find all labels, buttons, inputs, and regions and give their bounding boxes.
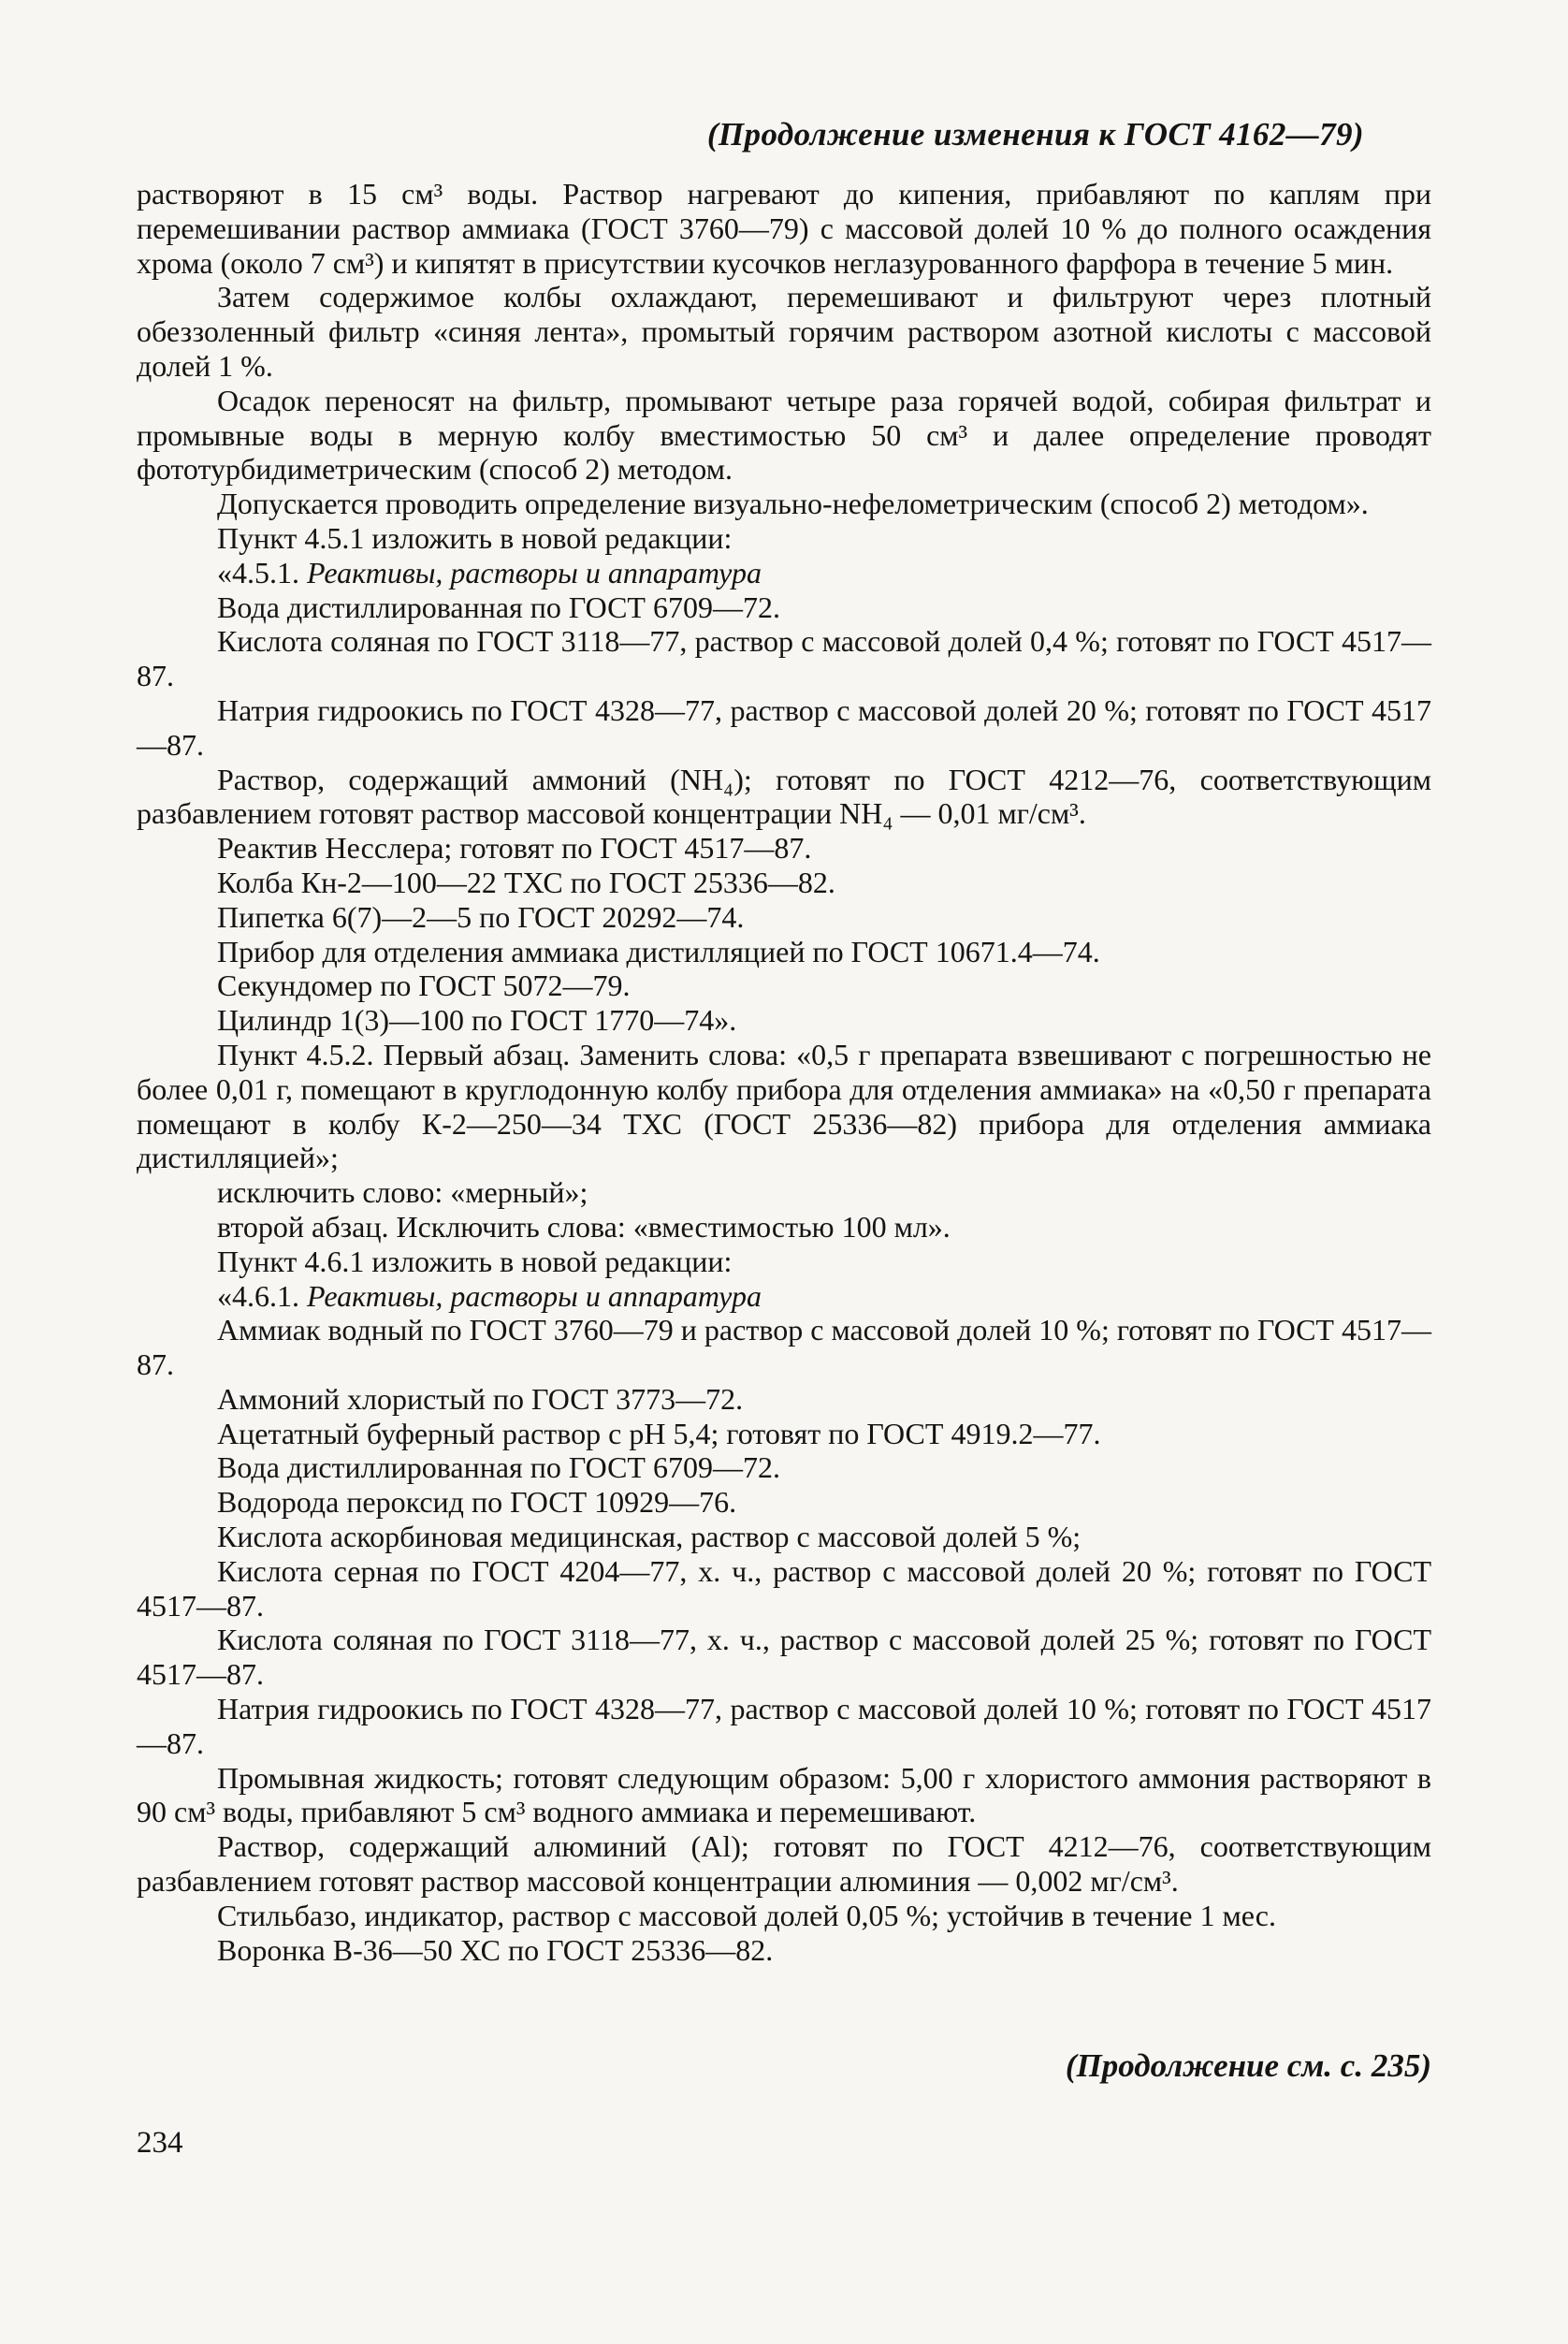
list-item: Цилиндр 1(3)—100 по ГОСТ 1770—74». xyxy=(217,1003,737,1038)
list-item: Аммоний хлористый по ГОСТ 3773—72. xyxy=(217,1381,744,1416)
section-number: «4.6.1. xyxy=(217,1278,307,1313)
section-title: Реактивы, растворы и аппаратура xyxy=(307,1278,762,1313)
paragraph: исключить слово: «мерный»; xyxy=(217,1175,588,1210)
paragraph: Пункт 4.5.1 изложить в новой редакции: xyxy=(217,520,733,555)
list-item: Пипетка 6(7)—2—5 по ГОСТ 20292—74. xyxy=(217,899,745,934)
document-body xyxy=(137,177,1431,1967)
list-item: Вода дистиллированная по ГОСТ 6709—72. xyxy=(217,1450,780,1485)
section-heading xyxy=(137,556,1431,590)
list-item: Стильбазо, индикатор, раствор с массовой долей 0,05 %; устойчив в течение 1 мес. xyxy=(217,1898,1276,1932)
list-item: Натрия гидроокись по ГОСТ 4328—77, раствор с массовой долей 10 %; готовят по ГОСТ 4517—87. xyxy=(137,1692,1431,1760)
paragraph: Осадок переносят на фильтр, промывают четыре раза горячей водой, собирая фильтрат и промывные воды в мерную колбу вместимостью 50 см³ и далее определение проводят фототурбидиметрическим (способ 2) методом. xyxy=(137,383,1431,487)
running-header: (Продолжение изменения к ГОСТ 4162—79) xyxy=(706,116,1364,153)
section-heading xyxy=(137,1279,1431,1314)
list-item: Кислота соляная по ГОСТ 3118—77, х. ч., раствор с массовой долей 25 %; готовят по ГОСТ 4517—87. xyxy=(137,1623,1431,1692)
list-item: Реактив Несслера; готовят по ГОСТ 4517—87. xyxy=(217,831,812,866)
continuation-note: (Продолжение см. с. 235) xyxy=(1065,2047,1431,2084)
list-item: Колба Кн-2—100—22 ТХС по ГОСТ 25336—82. xyxy=(217,865,835,899)
paragraph: Допускается проводить определение визуально-нефелометрическим (способ 2) методом». xyxy=(217,487,1369,521)
list-item: Секундомер по ГОСТ 5072—79. xyxy=(217,968,631,1003)
list-item: Кислота серная по ГОСТ 4204—77, х. ч., раствор с массовой долей 20 %; готовят по ГОСТ 4517—87. xyxy=(137,1553,1431,1623)
list-item: Прибор для отделения аммиака дистилляцией по ГОСТ 10671.4—74. xyxy=(217,934,1100,968)
section-number: «4.5.1. xyxy=(217,555,307,590)
list-item: Аммиак водный по ГОСТ 3760—79 и раствор с массовой долей 10 %; готовят по ГОСТ 4517—87. xyxy=(137,1313,1431,1382)
page-number: 234 xyxy=(137,2126,183,2160)
list-item: Воронка В-36—50 ХС по ГОСТ 25336—82. xyxy=(217,1932,774,1967)
paragraph: второй абзац. Исключить слова: «вместимостью 100 мл». xyxy=(217,1209,951,1244)
list-item: Промывная жидкость; готовят следующим образом: 5,00 г хлористого аммония растворяют в 90 см³ воды, прибавляют 5 см³ водного аммиака и перемешивают. xyxy=(137,1760,1431,1829)
list-item: Раствор, содержащий аммоний (NH₄); готовят по ГОСТ 4212—76, соответствующим разбавлением готовят раствор массовой концентрации NH₄ — 0,01 мг/см³. xyxy=(137,762,1431,831)
list-item: Натрия гидроокись по ГОСТ 4328—77, раствор с массовой долей 20 %; готовят по ГОСТ 4517—87. xyxy=(137,692,1431,762)
paragraph: Затем содержимое колбы охлаждают, перемешивают и фильтруют через плотный обеззоленный фильтр «синяя лента», промытый горячим раствором азотной кислоты с массовой долей 1 %. xyxy=(137,280,1431,383)
list-item: Кислота соляная по ГОСТ 3118—77, раствор с массовой долей 0,4 %; готовят по ГОСТ 4517—87. xyxy=(137,624,1431,693)
list-item: Кислота аскорбиновая медицинская, раствор с массовой долей 5 %; xyxy=(217,1520,1082,1554)
list-item: Раствор, содержащий алюминий (Al); готовят по ГОСТ 4212—76, соответствующим разбавлением готовят раствор массовой концентрации алюминия — 0,002 мг/см³. xyxy=(137,1829,1431,1899)
list-item: Ацетатный буферный раствор с pH 5,4; готовят по ГОСТ 4919.2—77. xyxy=(217,1416,1101,1450)
section-title: Реактивы, растворы и аппаратура xyxy=(307,555,762,590)
paragraph: растворяют в 15 см³ воды. Раствор нагревают до кипения, прибавляют по каплям при перемешивании раствор аммиака (ГОСТ 3760—79) с массовой долей 10 % до полного осаждения хрома (около 7 см³) и кипятят в присутствии кусочков неглазурованного фарфора в течение 5 мин. xyxy=(137,177,1431,280)
list-item: Водорода пероксид по ГОСТ 10929—76. xyxy=(217,1485,737,1520)
paragraph: Пункт 4.5.2. Первый абзац. Заменить слова: «0,5 г препарата взвешивают с погрешностью не более 0,01 г, помещают в круглодонную колбу прибора для отделения аммиака» на «0,50 г препарата помещают в колбу К-2—250—34 ТХС (ГОСТ 25336—82) прибора для отделения аммиака дистилляцией»; xyxy=(137,1037,1431,1175)
paragraph: Пункт 4.6.1 изложить в новой редакции: xyxy=(217,1244,733,1278)
list-item: Вода дистиллированная по ГОСТ 6709—72. xyxy=(217,590,780,624)
